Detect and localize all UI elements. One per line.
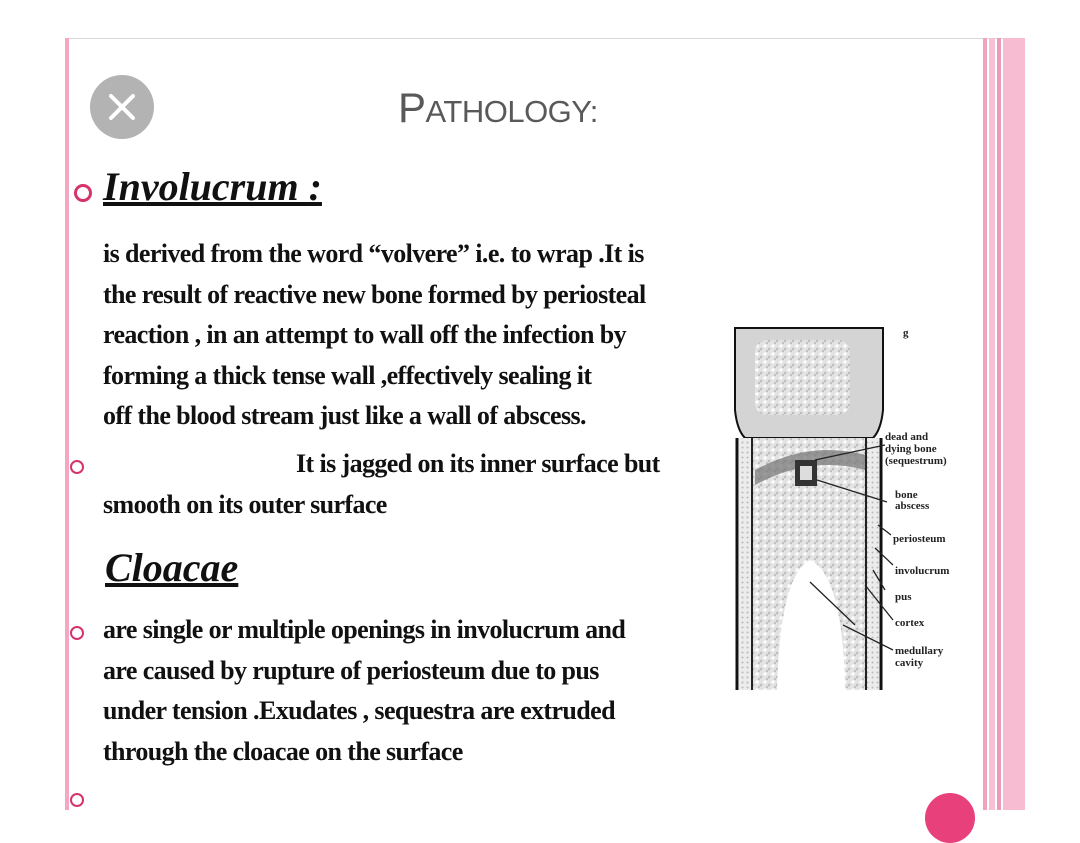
label-pus: pus <box>895 591 912 603</box>
paragraph-line: the result of reactive new bone formed by periosteal <box>103 279 646 309</box>
close-icon <box>90 75 154 139</box>
label-involucrum: involucrum <box>895 565 950 577</box>
close-button[interactable] <box>90 75 154 139</box>
page-title: PATHOLOGY: <box>398 84 598 131</box>
involucrum-paragraph <box>103 234 646 437</box>
paragraph-line: It is jagged on its inner surface but <box>296 449 660 478</box>
bullet-icon <box>70 626 84 640</box>
label-cavity: cavity <box>895 657 924 669</box>
label-medullary: medullary <box>895 645 944 657</box>
label-dying-bone: dying bone <box>885 443 937 455</box>
right-frame-bars <box>983 38 1025 810</box>
bone-diagram <box>715 320 975 695</box>
label-sequestrum: (sequestrum) <box>885 455 947 467</box>
involucrum-right <box>867 438 879 690</box>
label-dead-and: dead and <box>885 431 929 443</box>
cloacae-heading: Cloacae <box>105 545 239 590</box>
label-periosteum: periosteum <box>893 533 946 545</box>
paragraph-line: reaction , in an attempt to wall off the infection by <box>103 320 627 349</box>
label-bone: bone <box>895 489 918 501</box>
paragraph-line: are caused by rupture of periosteum due to pus <box>103 655 599 685</box>
cut-off-label-fragment: g <box>903 327 909 339</box>
label-cortex: cortex <box>895 617 925 629</box>
paragraph-line: forming a thick tense wall ,effectively sealing it <box>103 360 592 390</box>
slide-corner-circle <box>925 793 975 843</box>
involucrum-left <box>739 438 751 690</box>
paragraph-line: through the cloacae on the surface <box>103 736 463 766</box>
cancellous-bone <box>755 340 850 415</box>
paragraph-line: off the blood stream just like a wall of abscess. <box>103 401 586 430</box>
paragraph-line: under tension .Exudates , sequestra are extruded <box>103 696 615 725</box>
bullet-icon <box>70 460 84 474</box>
paragraph-line: smooth on its outer surface <box>103 489 387 519</box>
label-abscess: abscess <box>895 500 930 512</box>
involucrum-heading: Involucrum : <box>103 164 322 209</box>
cloacae-paragraph <box>103 610 625 772</box>
bullet-icon <box>74 184 92 202</box>
left-frame-rule <box>65 38 69 810</box>
paragraph-line: is derived from the word “volvere” i.e. to wrap .It is <box>103 239 644 268</box>
bullet-icon <box>70 793 84 807</box>
paragraph-line: are single or multiple openings in involucrum and <box>103 615 626 644</box>
involucrum-second-point <box>103 444 660 525</box>
